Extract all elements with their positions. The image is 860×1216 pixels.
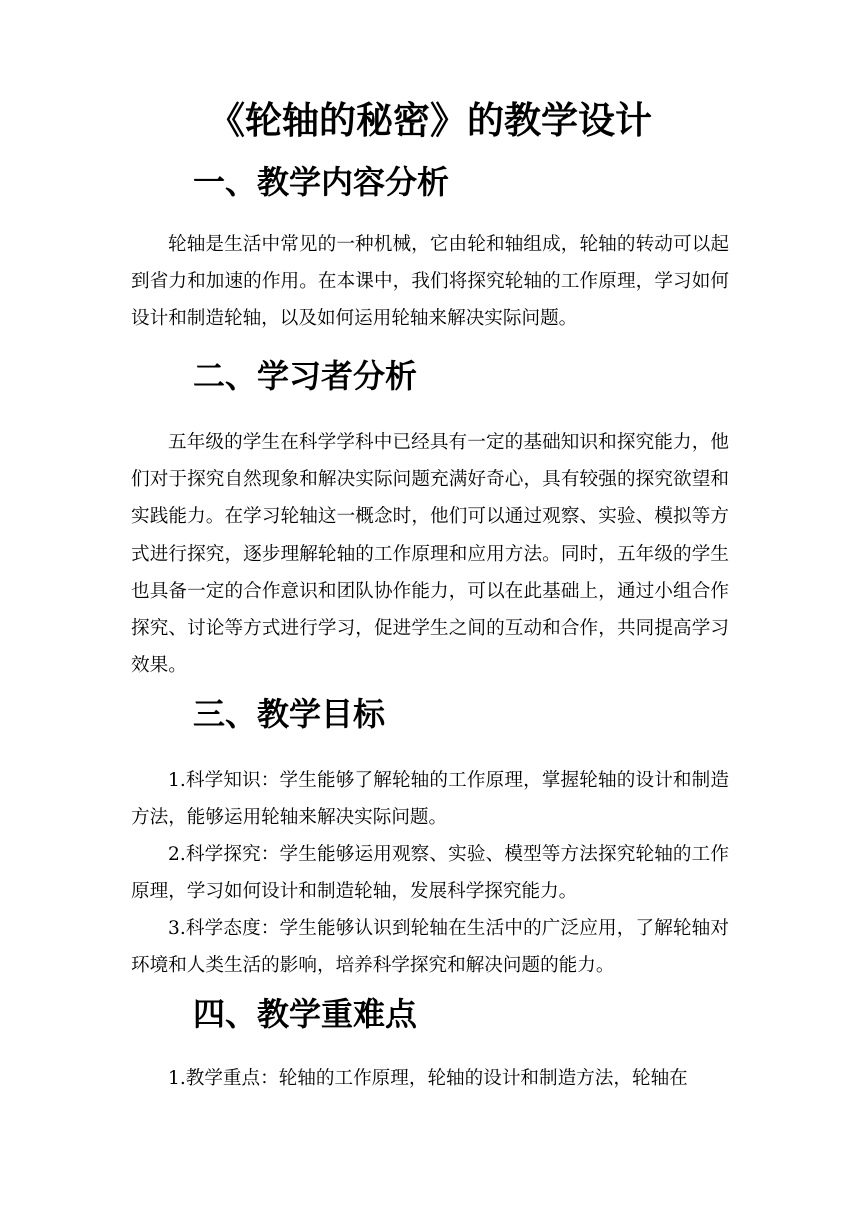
objective-item-inquiry: 2.科学探究：学生能够运用观察、实验、模型等方法探究轮轴的工作原理，学习如何设计和制造轮轴，发展科学探究能力。 <box>131 844 729 903</box>
objective-item-knowledge: 1.科学知识：学生能够了解轮轴的工作原理，掌握轮轴的设计和制造方法，能够运用轮轴来解决实际问题。 <box>131 770 729 829</box>
paragraph-content-analysis: 轮轴是生活中常见的一种机械，它由轮和轴组成，轮轴的转动可以起到省力和加速的作用。在本课中，我们将探究轮轴的工作原理，学习如何设计和制造轮轴，以及如何运用轮轴来解决实际问题。 <box>131 234 729 330</box>
section-heading-teaching-objectives: 三、教学目标 <box>193 695 386 733</box>
objective-item-attitude: 3.科学态度：学生能够认识到轮轴在生活中的广泛应用，了解轮轴对环境和人类生活的影响，培养科学探究和解决问题的能力。 <box>131 918 729 977</box>
section-heading-learner-analysis: 二、学习者分析 <box>193 357 418 395</box>
section-heading-content-analysis: 一、教学内容分析 <box>193 163 450 201</box>
key-point-item: 1.教学重点：轮轴的工作原理，轮轴的设计和制造方法，轮轴在 <box>168 1068 688 1089</box>
document-title: 《轮轴的秘密》的教学设计 <box>208 98 652 142</box>
paragraph-learner-analysis: 五年级的学生在科学学科中已经具有一定的基础知识和探究能力，他们对于探究自然现象和解决实际问题充满好奇心，具有较强的探究欲望和实践能力。在学习轮轴这一概念时，他们可以通过观察、实验、模拟等方式进行探究，逐步理解轮轴的工作原理和应用方法。同时，五年级的学生也具备一定的合作意识和团队协作能力，可以在此基础上，通过小组合作探究、讨论等方式进行学习，促进学生之间的互动和合作，共同提高学习效果。 <box>131 432 729 677</box>
section-heading-key-difficulties: 四、教学重难点 <box>193 995 418 1033</box>
